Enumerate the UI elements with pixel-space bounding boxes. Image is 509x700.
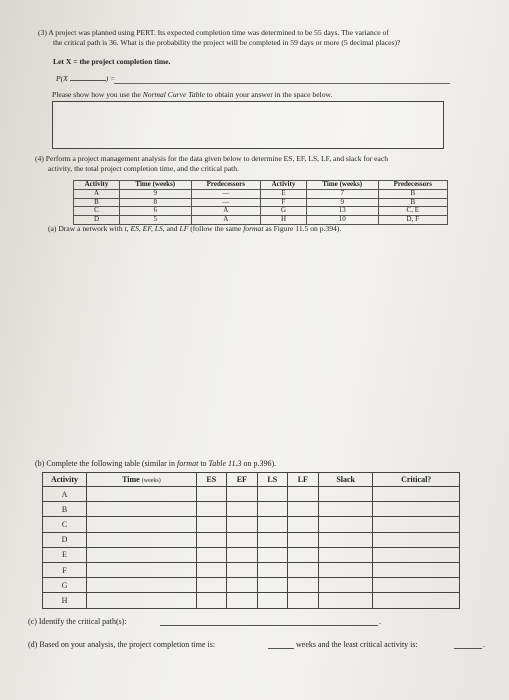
input-cell[interactable] <box>87 593 197 608</box>
cpm-col-ef: EF <box>226 473 257 487</box>
table-row <box>43 517 460 532</box>
input-cell[interactable] <box>196 578 226 593</box>
input-cell[interactable] <box>287 578 318 593</box>
input-cell[interactable] <box>257 532 287 547</box>
cpm-activity-cell: C <box>43 517 87 532</box>
cpm-col-time: Time (weeks) <box>87 473 197 487</box>
cpm-col-slack: Slack <box>318 473 373 487</box>
cpm-activity-cell: E <box>43 547 87 562</box>
cpm-col-ls: LS <box>257 473 287 487</box>
cell: D <box>74 216 120 225</box>
input-cell[interactable] <box>196 502 226 517</box>
table-row <box>43 532 460 547</box>
input-cell[interactable] <box>226 562 257 577</box>
input-cell[interactable] <box>287 547 318 562</box>
cell: — <box>191 189 260 198</box>
input-cell[interactable] <box>373 562 460 577</box>
q3-let-x: Let X = the project completion time. <box>53 57 171 66</box>
table-row <box>43 593 460 608</box>
input-cell[interactable] <box>196 593 226 608</box>
input-cell[interactable] <box>196 517 226 532</box>
input-cell[interactable] <box>87 578 197 593</box>
cell: 5 <box>119 216 191 225</box>
q4a-prompt: (a) Draw a network with t, ES, EF, LS, and LF (follow the same format as Figure 11.5 on p.394). <box>48 224 342 233</box>
input-cell[interactable] <box>373 578 460 593</box>
cell: C <box>74 207 120 216</box>
cell: E <box>260 189 306 198</box>
input-cell[interactable] <box>226 502 257 517</box>
cpm-activity-cell: G <box>43 578 87 593</box>
input-cell[interactable] <box>287 593 318 608</box>
input-cell[interactable] <box>226 517 257 532</box>
q3-instructions: Please show how you use the Normal Curve Table to obtain your answer in the space below. <box>52 90 333 99</box>
input-cell[interactable] <box>87 562 197 577</box>
cell: G <box>260 207 306 216</box>
q3-line2: the critical path is 36. What is the probability the project will be completed in 59 days or more (5 decimal places)? <box>53 38 401 47</box>
input-cell[interactable] <box>257 487 287 502</box>
input-cell[interactable] <box>373 502 460 517</box>
input-cell[interactable] <box>287 532 318 547</box>
input-cell[interactable] <box>257 562 287 577</box>
cpm-col-es: ES <box>196 473 226 487</box>
q4c-answer-line[interactable] <box>160 625 378 626</box>
input-cell[interactable] <box>87 532 197 547</box>
activity-data-header <box>74 181 448 190</box>
q3-answer-line[interactable] <box>114 83 450 84</box>
input-cell[interactable] <box>196 547 226 562</box>
input-cell[interactable] <box>287 487 318 502</box>
table-row <box>43 547 460 562</box>
cell: — <box>191 198 260 207</box>
q3-prob-label <box>56 74 115 83</box>
input-cell[interactable] <box>318 562 373 577</box>
cell: 13 <box>306 207 378 216</box>
cpm-activity-cell: H <box>43 593 87 608</box>
input-cell[interactable] <box>287 562 318 577</box>
q3-prob-suffix: ) = <box>105 74 116 83</box>
q4-line1: (4) Perform a project management analysis for the data given below to determine ES, EF, LS, LF, and slack for each <box>35 154 389 163</box>
input-cell[interactable] <box>226 487 257 502</box>
cell: F <box>260 198 306 207</box>
input-cell[interactable] <box>287 502 318 517</box>
q4-line2: activity, the total project completion time, and the critical path. <box>48 164 239 173</box>
input-cell[interactable] <box>373 593 460 608</box>
input-cell[interactable] <box>373 487 460 502</box>
input-cell[interactable] <box>87 517 197 532</box>
cpm-activity-cell: D <box>43 532 87 547</box>
q4d-prompt-b: weeks and the least critical activity is: <box>296 640 418 649</box>
cell: 9 <box>306 198 378 207</box>
cpm-header <box>43 473 460 487</box>
cpm-table <box>42 472 460 609</box>
col-pred-left: Predecessors <box>191 181 260 190</box>
input-cell[interactable] <box>318 532 373 547</box>
input-cell[interactable] <box>226 532 257 547</box>
table-row <box>74 189 448 198</box>
input-cell[interactable] <box>318 578 373 593</box>
input-cell[interactable] <box>373 532 460 547</box>
input-cell[interactable] <box>257 502 287 517</box>
input-cell[interactable] <box>373 517 460 532</box>
cell: C, E <box>378 207 447 216</box>
input-cell[interactable] <box>257 547 287 562</box>
cell: B <box>378 189 447 198</box>
input-cell[interactable] <box>87 547 197 562</box>
q3-answer-box[interactable] <box>52 101 444 149</box>
table-row <box>74 198 448 207</box>
table-row <box>43 487 460 502</box>
cell: A <box>191 207 260 216</box>
col-pred-right: Predecessors <box>378 181 447 190</box>
cell: A <box>191 216 260 225</box>
input-cell[interactable] <box>226 547 257 562</box>
input-cell[interactable] <box>196 562 226 577</box>
cell: H <box>260 216 306 225</box>
q4c-period: . <box>379 617 381 626</box>
input-cell[interactable] <box>318 517 373 532</box>
q4b-prompt: (b) Complete the following table (similar in format to Table 11.3 on p.396). <box>35 459 277 468</box>
cell: A <box>74 189 120 198</box>
input-cell[interactable] <box>196 487 226 502</box>
input-cell[interactable] <box>226 578 257 593</box>
cpm-activity-cell: F <box>43 562 87 577</box>
cell: D, F <box>378 216 447 225</box>
q4d-prompt-a: (d) Based on your analysis, the project completion time is: <box>28 640 216 649</box>
q4d-period: . <box>483 640 485 649</box>
table-row <box>43 578 460 593</box>
input-cell[interactable] <box>196 532 226 547</box>
activity-data-table <box>73 180 448 225</box>
cpm-col-critical: Critical? <box>373 473 460 487</box>
input-cell[interactable] <box>226 593 257 608</box>
cpm-col-activity: Activity <box>43 473 87 487</box>
cell: 6 <box>119 207 191 216</box>
cell: B <box>378 198 447 207</box>
col-activity-left: Activity <box>74 181 120 190</box>
input-cell[interactable] <box>257 578 287 593</box>
cpm-col-lf: LF <box>287 473 318 487</box>
input-cell[interactable] <box>257 593 287 608</box>
q3-prob-prefix: P(X <box>56 74 70 83</box>
col-time-right: Time (weeks) <box>306 181 378 190</box>
input-cell[interactable] <box>257 517 287 532</box>
input-cell[interactable] <box>373 547 460 562</box>
q3-prob-blank[interactable] <box>70 80 106 81</box>
input-cell[interactable] <box>87 502 197 517</box>
input-cell[interactable] <box>318 547 373 562</box>
cell: 9 <box>119 189 191 198</box>
col-time-left: Time (weeks) <box>119 181 191 190</box>
col-activity-right: Activity <box>260 181 306 190</box>
input-cell[interactable] <box>318 593 373 608</box>
cell: 10 <box>306 216 378 225</box>
cell: 8 <box>119 198 191 207</box>
input-cell[interactable] <box>318 487 373 502</box>
cpm-activity-cell: A <box>43 487 87 502</box>
q4d-weeks-blank[interactable] <box>268 648 294 649</box>
input-cell[interactable] <box>287 517 318 532</box>
input-cell[interactable] <box>318 502 373 517</box>
table-row <box>43 562 460 577</box>
q3-line1: (3) A project was planned using PERT. Its expected completion time was determined to be 55 days. The variance of <box>38 28 389 37</box>
input-cell[interactable] <box>87 487 197 502</box>
q4d-activity-blank[interactable] <box>454 648 482 649</box>
cpm-activity-cell: B <box>43 502 87 517</box>
cell: 7 <box>306 189 378 198</box>
q4c-prompt: (c) Identify the critical path(s): <box>28 617 127 626</box>
table-row <box>43 502 460 517</box>
table-row <box>74 207 448 216</box>
cell: B <box>74 198 120 207</box>
